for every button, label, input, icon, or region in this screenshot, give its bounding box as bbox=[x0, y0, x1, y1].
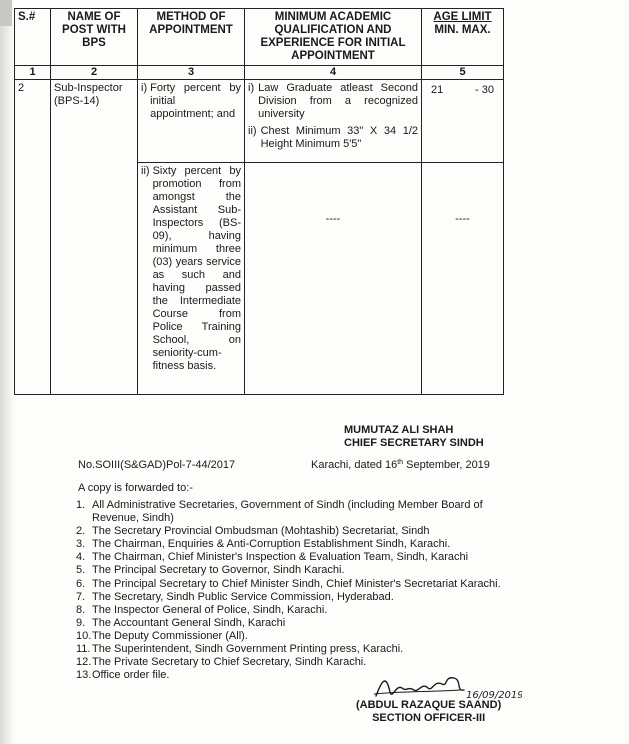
scan-corner bbox=[0, 0, 12, 26]
recipient-text: Office order file. bbox=[92, 669, 170, 682]
recipient-number: 9. bbox=[76, 616, 86, 629]
age-limit-cell bbox=[422, 80, 504, 163]
date-line bbox=[311, 459, 490, 471]
serial-number: 2 bbox=[15, 80, 51, 395]
list-item bbox=[76, 630, 516, 643]
header-qualification: MINIMUM ACADEMIC QUALIFICATION AND EXPERIENCE FOR INITIAL APPOINTMENT bbox=[245, 9, 422, 66]
list-item bbox=[76, 564, 516, 577]
recipient-list bbox=[76, 499, 516, 682]
forward-text: A copy is forwarded to:- bbox=[78, 482, 193, 494]
list-item bbox=[76, 604, 516, 617]
recipient-number: 2. bbox=[76, 525, 86, 538]
col-number: 1 bbox=[15, 66, 51, 80]
list-item bbox=[76, 643, 516, 656]
recipient-number: 7. bbox=[76, 590, 86, 603]
officer-name: (ABDUL RAZAQUE SAAND) bbox=[356, 699, 502, 711]
list-item bbox=[76, 617, 516, 630]
method-initial-num: i) bbox=[141, 82, 148, 94]
column-number-row bbox=[15, 66, 504, 80]
age-limit-title: AGE LIMIT bbox=[433, 11, 492, 23]
list-item bbox=[76, 578, 516, 591]
method-promotion-text: Sixty percent by promotion from amongst the Assistant Sub-Inspectors (BS-09), having minimum three (03) years service as such and having passed the Intermediate Course from Police Training School, on seniority-cum-fitness basis. bbox=[152, 165, 241, 372]
header-post-name: NAME OF POST WITH BPS bbox=[51, 9, 138, 66]
col-number: 2 bbox=[51, 66, 138, 80]
qual-2-num: ii) bbox=[248, 125, 257, 137]
col-number: 3 bbox=[138, 66, 245, 80]
recruitment-rules-table bbox=[14, 8, 504, 395]
header-serial: S.# bbox=[15, 9, 51, 66]
recipient-number: 6. bbox=[76, 577, 86, 590]
list-item bbox=[76, 551, 516, 564]
qual-2-text: Chest Minimum 33" X 34 1/2 Height Minimum 5'5" bbox=[260, 125, 418, 150]
method-initial bbox=[138, 80, 245, 163]
recipient-number: 12. bbox=[76, 656, 92, 669]
chief-secretary-block bbox=[344, 424, 484, 450]
recipient-number: 3. bbox=[76, 538, 86, 551]
recipient-text: The Superintendent, Sindh Government Printing press, Karachi. bbox=[92, 643, 404, 656]
signatory-title: CHIEF SECRETARY SINDH bbox=[344, 437, 484, 449]
recipient-number: 8. bbox=[76, 603, 86, 616]
post-name: Sub-Inspector (BPS-14) bbox=[51, 80, 138, 395]
age-limit-minmax: MIN. MAX. bbox=[434, 24, 491, 36]
age-max: - 30 bbox=[475, 84, 494, 96]
section-officer-block bbox=[356, 699, 501, 725]
list-item bbox=[76, 499, 516, 525]
age-dash: ---- bbox=[422, 163, 504, 395]
qualification-cell bbox=[245, 80, 422, 163]
method-promotion-num: ii) bbox=[141, 165, 150, 177]
officer-title: SECTION OFFICER-III bbox=[372, 712, 486, 724]
list-item bbox=[76, 538, 516, 551]
qualification-dash: ---- bbox=[245, 163, 422, 395]
recipient-text: The Secretary, Sindh Public Service Commission, Hyderabad. bbox=[92, 590, 394, 603]
table-row bbox=[15, 80, 504, 163]
header-method: METHOD OF APPOINTMENT bbox=[138, 9, 245, 66]
list-item bbox=[76, 525, 516, 538]
recipient-text: The Accountant General Sindh, Karachi bbox=[92, 616, 286, 629]
scan-shadow-edge bbox=[0, 0, 14, 744]
header-age-limit bbox=[422, 9, 504, 66]
recipient-number: 11. bbox=[76, 643, 91, 656]
reference-number: No.SOIII(S&GAD)Pol-7-44/2017 bbox=[78, 459, 236, 471]
date-prefix: Karachi, dated 16 bbox=[311, 459, 398, 471]
recipient-text: The Private Secretary to Chief Secretary, Sindh Karachi. bbox=[92, 656, 367, 669]
recipient-text: The Secretary Provincial Ombudsman (Mohtashib) Secretariat, Sindh bbox=[92, 525, 430, 538]
signatory-name: MUMUTAZ ALI SHAH bbox=[344, 424, 454, 436]
recipient-text: The Chairman, Chief Minister's Inspection & Evaluation Team, Sindh, Karachi bbox=[92, 551, 469, 564]
recipient-number: 5. bbox=[76, 564, 86, 577]
col-number: 4 bbox=[245, 66, 422, 80]
qual-1-num: i) bbox=[248, 82, 255, 94]
date-suffix: September, 2019 bbox=[403, 459, 490, 471]
method-promotion bbox=[138, 163, 245, 395]
list-item bbox=[76, 591, 516, 604]
age-min: 21 bbox=[431, 84, 444, 96]
recipient-text: All Administrative Secretaries, Government of Sindh (including Member Board of Revenue, Sindh) bbox=[92, 499, 483, 525]
col-number: 5 bbox=[422, 66, 504, 80]
table-header-row bbox=[15, 9, 504, 66]
recipient-text: The Principal Secretary to Governor, Sindh Karachi. bbox=[92, 564, 345, 577]
recipient-number: 13. bbox=[76, 669, 92, 682]
date-superscript: th bbox=[397, 459, 404, 466]
recipient-text: The Deputy Commissioner (All). bbox=[92, 629, 248, 642]
recipient-number: 1. bbox=[76, 499, 86, 511]
recipient-number: 10. bbox=[76, 629, 92, 642]
recipient-number: 4. bbox=[76, 551, 86, 564]
method-initial-text: Forty percent by initial appointment; and bbox=[150, 82, 241, 120]
recipient-text: The Inspector General of Police, Sindh, Karachi. bbox=[92, 603, 328, 616]
list-item bbox=[76, 656, 516, 669]
recipient-text: The Chairman, Enquiries & Anti-Corruption Establishment Sindh, Karachi. bbox=[92, 538, 451, 551]
recipient-text: The Principal Secretary to Chief Minister Sindh, Chief Minister's Secretariat Karachi. bbox=[92, 577, 501, 590]
qual-1-text: Law Graduate atleast Second Division from a recognized university bbox=[258, 82, 418, 120]
signature-date: 16/09/2019 bbox=[466, 690, 522, 701]
